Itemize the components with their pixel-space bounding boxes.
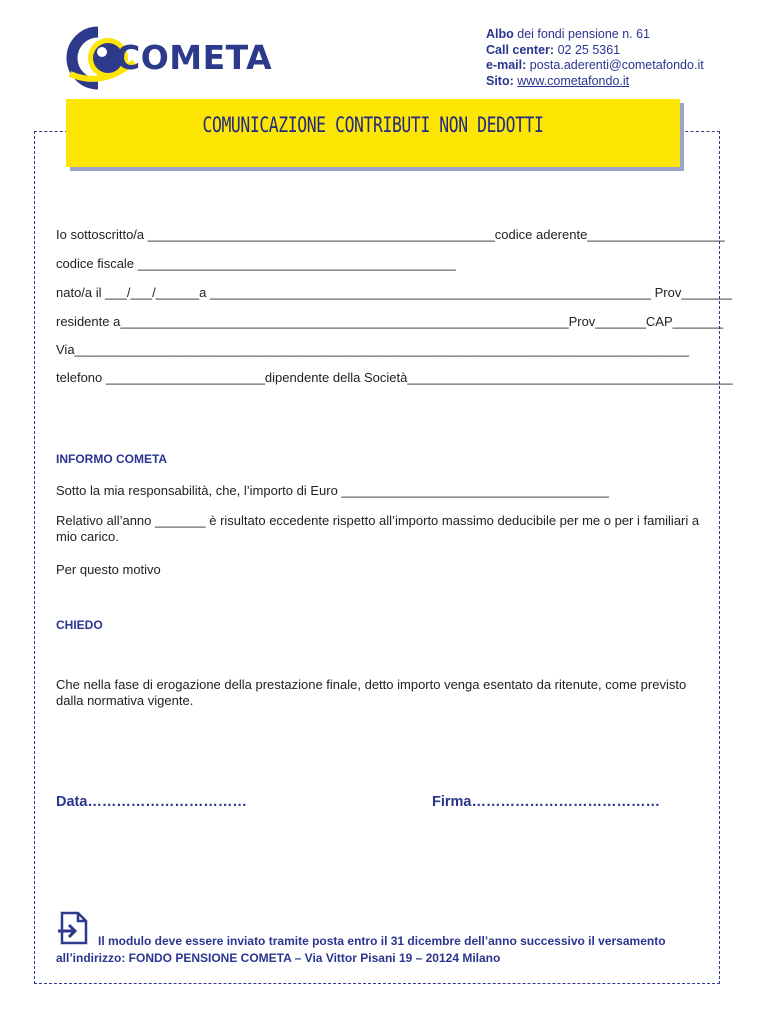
field-via[interactable]: Via_____________________________________________________________________________________	[56, 342, 690, 357]
field-sottoscritto[interactable]: Io sottoscritto/a ________________________________________________codice aderente___________________	[56, 227, 725, 242]
field-telefono[interactable]: telefono ______________________dipendente della Società_____________________________________________	[56, 370, 733, 385]
albo-line	[486, 27, 704, 43]
chiedo-text: Che nella fase di erogazione della prestazione finale, detto importo venga esentato da ritenute, come previsto dalla normativa vigente.	[56, 677, 687, 708]
motivo-text: Per questo motivo	[56, 562, 161, 577]
albo-value: dei fondi pensione n. 61	[517, 27, 651, 41]
call-center-line	[486, 43, 704, 59]
footer-note	[56, 933, 716, 967]
field-codice-fiscale[interactable]: codice fiscale ____________________________________________	[56, 256, 456, 271]
frame-top-left	[34, 131, 68, 132]
email-value[interactable]: posta.aderenti@cometafondo.it	[529, 58, 704, 72]
document-title: COMUNICAZIONE CONTRIBUTI NON DEDOTTI	[202, 113, 544, 137]
site-label: Sito:	[486, 73, 514, 88]
firma-field[interactable]: Firma…………………………………	[432, 794, 660, 810]
chiedo-heading: CHIEDO	[56, 618, 103, 632]
logo-text: COMETA	[116, 38, 273, 77]
footer-text: Il modulo deve essere inviato tramite posta entro il 31 dicembre dell’anno successivo il versamento all’indirizzo: FONDO PENSIONE COMETA – Via Vittor Pisani 19 – 20124 Milano	[56, 934, 666, 965]
field-importo[interactable]: Sotto la mia responsabilità, che, l’importo di Euro _____________________________________	[56, 483, 609, 498]
frame-top-right	[680, 131, 720, 132]
informo-heading: INFORMO COMETA	[56, 452, 168, 466]
contact-block	[486, 27, 704, 89]
field-residenza[interactable]: residente a______________________________________________________________Prov_______CAP_______	[56, 314, 724, 329]
field-anno[interactable]: Relativo all’anno _______ è risultato eccedente rispetto all’importo massimo deducibile per me o per i familiari a mio carico.	[56, 513, 700, 544]
email-label: e-mail:	[486, 58, 527, 72]
site-link[interactable]: www.cometafondo.it	[517, 73, 630, 88]
site-line	[486, 74, 704, 90]
field-nascita[interactable]: nato/a il ___/___/______a _____________________________________________________________ Prov_______	[56, 285, 732, 300]
data-field[interactable]: Data……………………………	[56, 794, 247, 810]
call-center-value: 02 25 5361	[557, 42, 621, 57]
email-line	[486, 58, 704, 74]
albo-label: Albo	[486, 27, 514, 41]
logo-wordmark	[116, 38, 273, 77]
call-center-label: Call center:	[486, 42, 555, 57]
